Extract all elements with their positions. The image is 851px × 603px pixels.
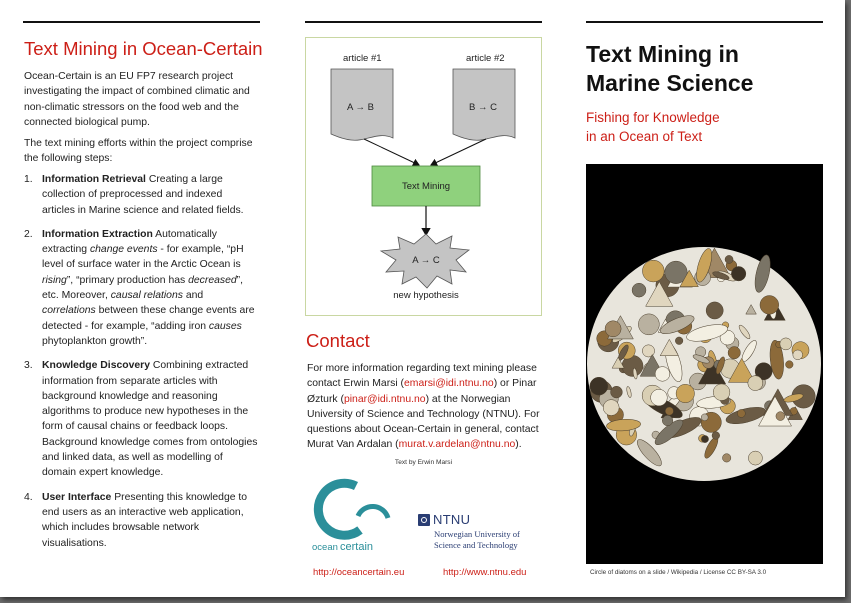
byline: Text by Erwin Marsi	[394, 459, 453, 466]
left-heading: Text Mining in Ocean-Certain	[24, 38, 263, 59]
step-number: 4.	[24, 491, 33, 503]
diatom-shape	[748, 451, 762, 465]
emphasis-text: causal relations	[110, 290, 183, 302]
diatom-shape	[701, 414, 708, 421]
text-mining-diagram	[306, 38, 543, 317]
oc-word-1: ocean	[312, 542, 338, 553]
contact-paragraph	[307, 361, 545, 453]
step-text: phytoplankton growth”.	[42, 335, 148, 347]
arrow-article-2	[431, 139, 486, 165]
emphasis-text: decreased	[188, 274, 237, 286]
photo-caption: Circle of diatoms on a slide / Wikipedia / License CC BY-SA 3.0	[590, 569, 767, 576]
step-text: Combining extracted information from separate articles with background knowledge and reasoning algorithms to produce new hypotheses in the form of causal chains or feedback loops. Background knowledge comes from ontologies and linked data, as well as modelling of domain expert knowledge.	[42, 360, 258, 479]
step-text: ”, etc. Moreover,	[42, 274, 244, 302]
step-body	[42, 229, 255, 347]
ntnu-full-line-1: Norwegian University of	[434, 529, 520, 539]
email-link-erwin[interactable]: emarsi@idi.ntnu.no	[404, 378, 494, 390]
arrow-article-1	[364, 139, 419, 165]
step-number: 3.	[24, 360, 33, 372]
email-link-pinar[interactable]: pinar@idi.ntnu.no	[343, 393, 426, 405]
diatom-shape	[655, 367, 670, 382]
diatom-shape	[632, 283, 646, 297]
step-text: ”, “primary production has	[66, 274, 189, 286]
cover-title-line-2: Marine Science	[586, 70, 754, 96]
step-number: 1.	[24, 174, 33, 185]
oceancertain-link[interactable]: http://oceancertain.eu	[313, 567, 405, 578]
step-title: Information Retrieval	[42, 174, 146, 185]
ntnu-mark-icon	[418, 514, 430, 526]
diatom-shape	[665, 407, 673, 415]
diatom-shape	[590, 377, 608, 395]
diatom-shape	[722, 454, 730, 462]
diatom-shape	[706, 302, 723, 319]
cover-title	[586, 40, 826, 98]
top-rule-middle	[305, 21, 542, 23]
step-text: between these change events are detected - for example, “adding iron	[42, 305, 255, 332]
article-1-content: A → B	[347, 102, 374, 113]
diatom-shape	[780, 338, 792, 350]
diatom-shape	[651, 389, 668, 406]
diatom-shape	[676, 384, 694, 402]
ntnu-full-name	[434, 529, 554, 551]
cover-title-line-1: Text Mining in	[586, 41, 739, 67]
step-text: Presenting this knowledge to end users as an interactive web application, which includes browsable network visualisations.	[42, 491, 248, 549]
step-item	[24, 490, 258, 551]
cover-subtitle-line-2: in an Ocean of Text	[586, 129, 703, 144]
contact-text: ).	[515, 439, 522, 451]
step-number: 2.	[24, 228, 33, 240]
step-item	[24, 227, 258, 349]
process-label: Text Mining	[401, 181, 451, 192]
hypothesis-label: new hypothesis	[393, 290, 459, 301]
step-item	[24, 172, 258, 218]
cover-subtitle	[586, 108, 826, 146]
diatom-shape	[786, 361, 794, 369]
emphasis-text: causes	[208, 320, 242, 332]
ntnu-link[interactable]: http://www.ntnu.edu	[443, 567, 527, 578]
diatom-shape	[748, 376, 763, 391]
step-body	[42, 360, 257, 478]
steps-list	[24, 172, 258, 560]
oc-word-2: certain	[340, 541, 374, 553]
diatom-shape	[728, 347, 740, 359]
diatom-shape	[713, 384, 730, 401]
steps-intro: The text mining efforts within the project comprise the following steps:	[24, 138, 253, 165]
step-title: User Interface	[42, 491, 112, 503]
diatom-photo	[586, 164, 823, 564]
article-1-label: article #1	[343, 53, 382, 64]
diatom-shape	[605, 321, 621, 337]
step-text: Automatically extracting	[42, 228, 217, 256]
contact-text: ) or Pinar Øzturk (	[307, 378, 537, 405]
emphasis-text: rising	[42, 274, 67, 286]
top-rule-left	[23, 21, 260, 23]
contact-text: For more information regarding text mining please contact Erwin Marsi (	[307, 363, 537, 390]
diatom-shape	[737, 409, 745, 417]
intro-paragraph: Ocean-Certain is an EU FP7 research project investigating the impact of combined climatic and non-climatic stressors on the food web and the connected biological pump.	[24, 71, 250, 128]
diatom-shape	[642, 260, 664, 282]
top-rule-right	[586, 21, 823, 23]
diatom-shape	[793, 350, 803, 360]
step-item	[24, 358, 258, 480]
diatom-shape	[638, 314, 659, 335]
diatom-shape	[725, 255, 733, 263]
diatom-shape	[611, 386, 623, 398]
step-text: - for example, “pH level of surface water in the Arctic Ocean is	[42, 244, 244, 271]
contact-heading: Contact	[306, 330, 370, 351]
diatom-shape	[662, 415, 672, 425]
article-2-label: article #2	[466, 53, 505, 64]
email-link-murat[interactable]: murat.v.ardelan@ntnu.no	[398, 439, 516, 451]
diatom-shape	[731, 266, 745, 280]
diatom-shape	[701, 435, 708, 442]
diatom-shape	[603, 400, 619, 416]
ntnu-name: NTNU	[433, 512, 471, 527]
diagram-frame	[305, 37, 542, 316]
diatom-shape	[760, 296, 779, 315]
cover-subtitle-line-1: Fishing for Knowledge	[586, 110, 720, 125]
emphasis-text: change events	[89, 244, 158, 256]
ntnu-logo	[418, 512, 548, 557]
step-title: Knowledge Discovery	[42, 360, 150, 372]
emphasis-text: correlations	[42, 305, 96, 317]
diatom-shape	[675, 337, 683, 345]
oc-ring-icon	[318, 483, 360, 535]
step-text: and	[182, 290, 204, 302]
hypothesis-content: A → C	[412, 255, 440, 266]
diatom-shape	[776, 412, 785, 421]
oc-arc-icon	[358, 506, 388, 518]
diatom-circle-image	[586, 164, 823, 564]
ntnu-full-line-2: Science and Technology	[434, 540, 518, 550]
step-title: Information Extraction	[42, 228, 153, 240]
article-2-content: B → C	[469, 102, 497, 113]
diatom-shape	[712, 432, 720, 440]
contact-text: ) at the Norwegian University of Science and Technology (NTNU). For questions about Ocean-Certain in general, contact Murat Van Ardalan (	[307, 393, 540, 451]
ocean-certain-logo	[308, 478, 392, 556]
step-text: Creating a large collection of preprocessed and indexed articles in Marine science and related fields.	[42, 174, 244, 216]
